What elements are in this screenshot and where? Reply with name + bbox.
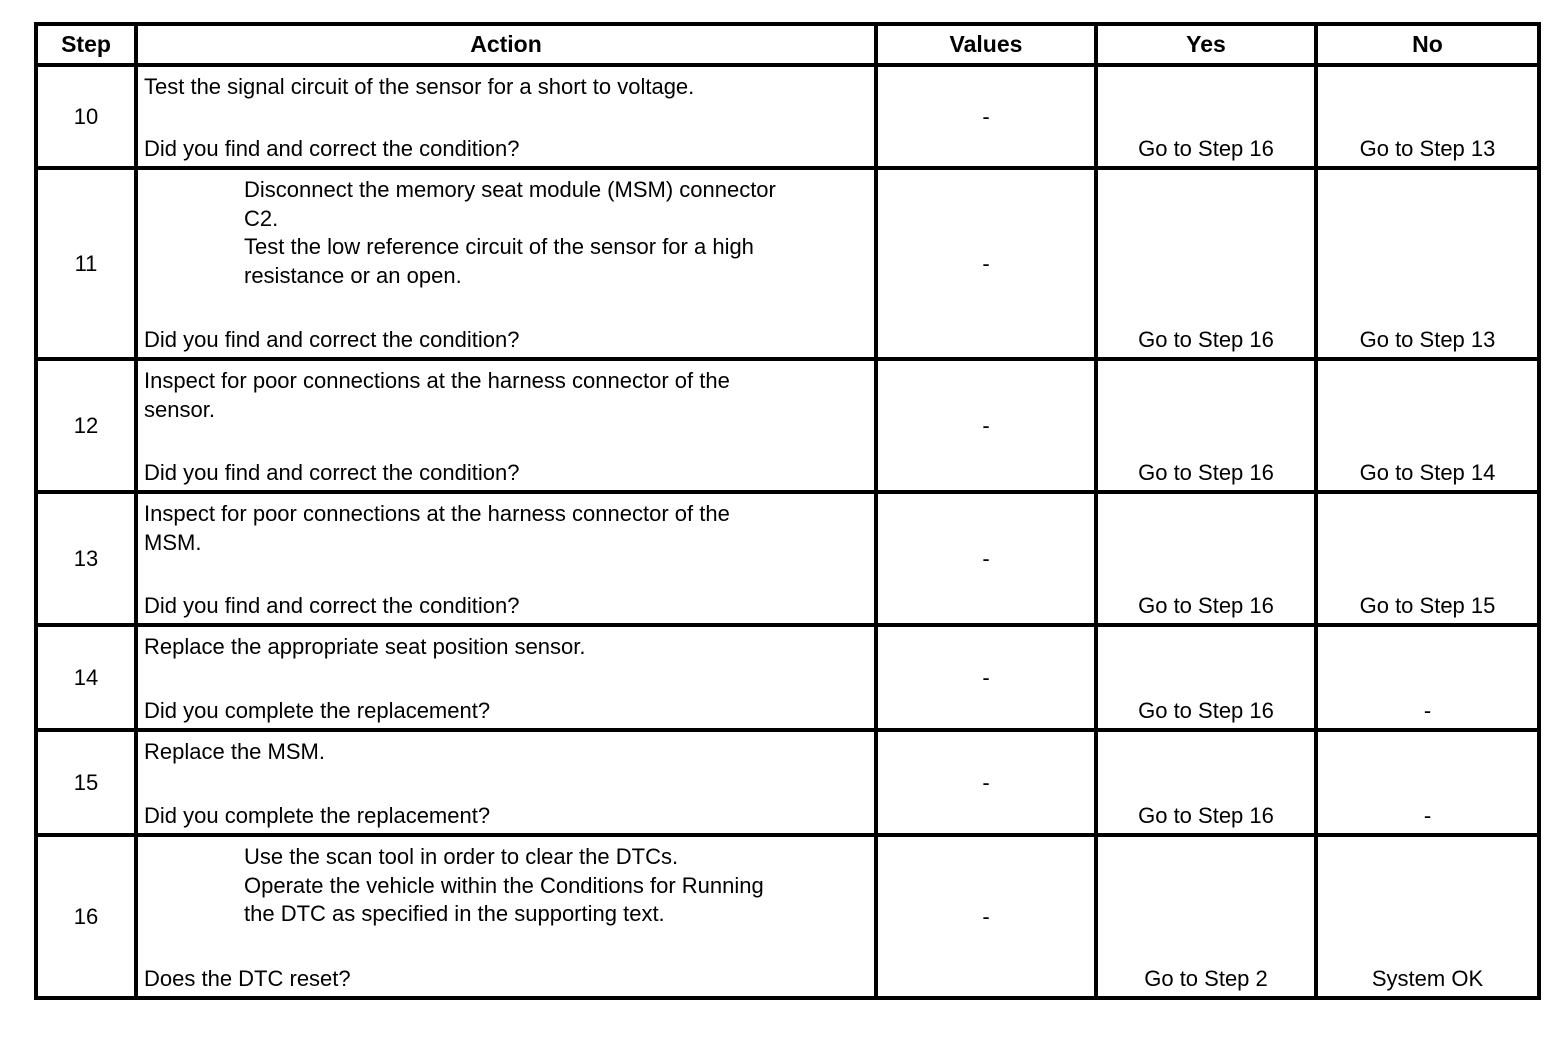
action-question: Did you find and correct the condition?	[144, 327, 520, 352]
action-cell	[136, 625, 876, 730]
action-instructions	[144, 73, 868, 102]
header-no: No	[1316, 24, 1539, 65]
action-line: Inspect for poor connections at the harness connector of the	[144, 501, 730, 526]
no-cell: Go to Step 13	[1316, 65, 1539, 168]
values-cell: -	[876, 730, 1096, 835]
values-cell: -	[876, 168, 1096, 359]
action-line: Replace the MSM.	[144, 739, 325, 764]
table-row	[36, 835, 1539, 998]
action-line: Inspect for poor connections at the harness connector of the	[144, 368, 730, 393]
no-cell: -	[1316, 730, 1539, 835]
action-question: Did you complete the replacement?	[144, 698, 491, 723]
no-cell: Go to Step 14	[1316, 359, 1539, 492]
action-instructions	[144, 738, 868, 767]
action-cell	[136, 359, 876, 492]
action-line: sensor.	[144, 396, 215, 422]
yes-cell: Go to Step 16	[1096, 730, 1316, 835]
action-line: Operate the vehicle within the Conditions for Running	[244, 872, 764, 898]
action-cell	[136, 168, 876, 359]
yes-cell: Go to Step 16	[1096, 359, 1316, 492]
action-question: Did you find and correct the condition?	[144, 460, 520, 485]
no-cell: -	[1316, 625, 1539, 730]
action-question: Did you complete the replacement?	[144, 803, 491, 828]
values-cell: -	[876, 625, 1096, 730]
header-action: Action	[136, 24, 876, 65]
values-cell: -	[876, 492, 1096, 625]
action-line: Test the low reference circuit of the sensor for a high	[244, 234, 754, 259]
yes-cell: Go to Step 16	[1096, 625, 1316, 730]
values-cell: -	[876, 359, 1096, 492]
table-row	[36, 625, 1539, 730]
table-row	[36, 730, 1539, 835]
action-line: the DTC as specified in the supporting text.	[244, 901, 665, 926]
yes-cell: Go to Step 16	[1096, 65, 1316, 168]
no-cell: System OK	[1316, 835, 1539, 998]
action-cell	[136, 835, 876, 998]
action-line: Disconnect the memory seat module (MSM) connector	[244, 177, 776, 202]
step-number: 14	[36, 625, 136, 730]
yes-cell: Go to Step 16	[1096, 168, 1316, 359]
step-number: 12	[36, 359, 136, 492]
no-cell: Go to Step 15	[1316, 492, 1539, 625]
action-cell	[136, 492, 876, 625]
action-instructions	[244, 843, 868, 929]
action-question: Does the DTC reset?	[144, 966, 351, 991]
action-line: Replace the appropriate seat position sensor.	[144, 634, 586, 659]
step-number: 15	[36, 730, 136, 835]
yes-cell: Go to Step 16	[1096, 492, 1316, 625]
header-step: Step	[36, 24, 136, 65]
action-line: C2.	[244, 205, 279, 231]
table-row	[36, 492, 1539, 625]
header-values: Values	[876, 24, 1096, 65]
action-instructions	[244, 176, 868, 290]
action-instructions	[144, 367, 868, 424]
step-number: 10	[36, 65, 136, 168]
step-number: 11	[36, 168, 136, 359]
action-line: Use the scan tool in order to clear the DTCs.	[244, 844, 679, 869]
step-number: 13	[36, 492, 136, 625]
header-row	[36, 24, 1539, 65]
yes-cell: Go to Step 2	[1096, 835, 1316, 998]
diagnostic-table	[34, 22, 1541, 1000]
step-number: 16	[36, 835, 136, 998]
action-line: MSM.	[144, 529, 202, 555]
table-row	[36, 168, 1539, 359]
no-cell: Go to Step 13	[1316, 168, 1539, 359]
action-line: resistance or an open.	[244, 262, 462, 288]
table-row	[36, 65, 1539, 168]
table-row	[36, 359, 1539, 492]
values-cell: -	[876, 835, 1096, 998]
action-cell	[136, 730, 876, 835]
action-cell	[136, 65, 876, 168]
action-question: Did you find and correct the condition?	[144, 136, 520, 161]
action-instructions	[144, 500, 868, 557]
values-cell: -	[876, 65, 1096, 168]
table-body	[36, 65, 1539, 998]
action-line: Test the signal circuit of the sensor for a short to voltage.	[144, 74, 695, 99]
action-question: Did you find and correct the condition?	[144, 593, 520, 618]
action-instructions	[144, 633, 868, 662]
header-yes: Yes	[1096, 24, 1316, 65]
